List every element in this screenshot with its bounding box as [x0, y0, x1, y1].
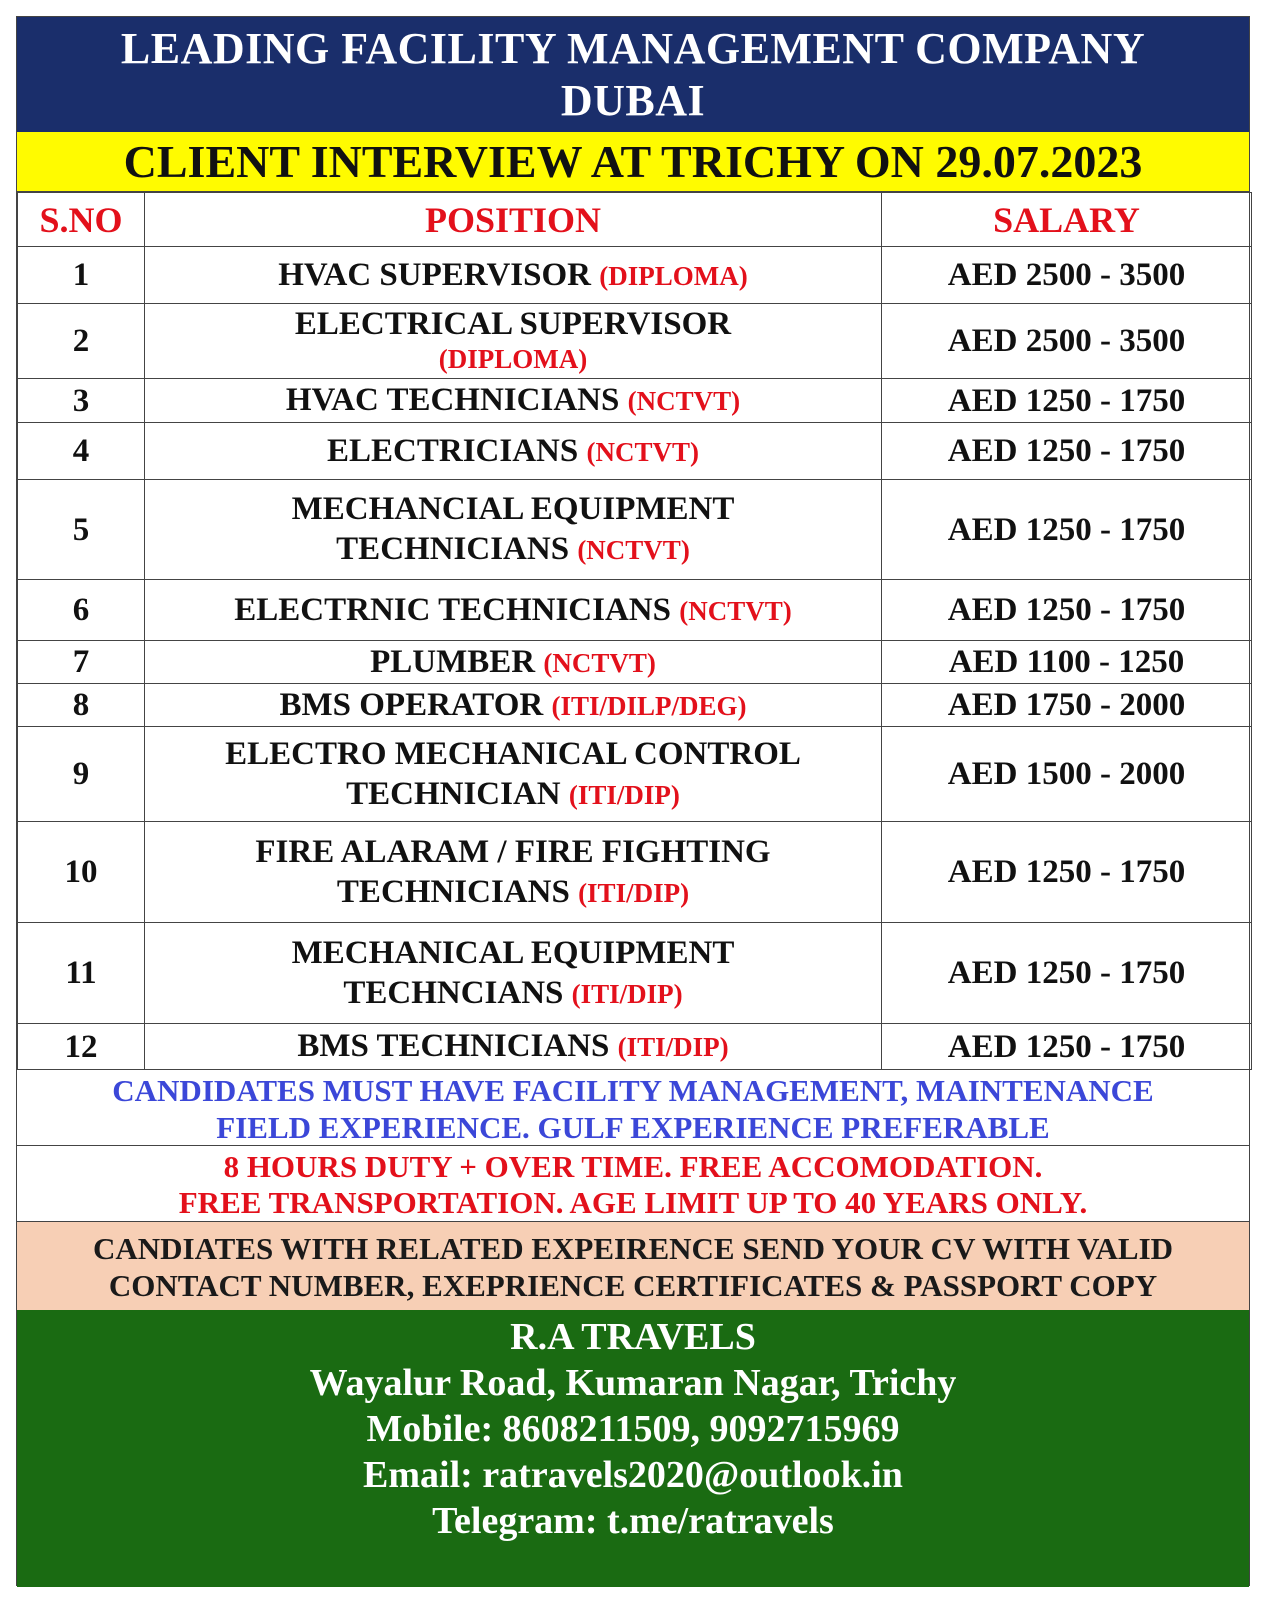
position-title: ELECTRNIC TECHNICIANS — [234, 591, 671, 628]
row-sno: 11 — [18, 923, 145, 1024]
position-qualification: (DIPLOMA) — [438, 343, 588, 374]
row-position — [145, 379, 882, 423]
job-poster — [16, 16, 1250, 1586]
position-title: FIRE ALARAM / FIRE FIGHTING — [255, 833, 771, 870]
cv-line-1: CANDIATES WITH RELATED EXPEIRENCE SEND YOUR CV WITH VALID — [92, 1231, 1174, 1266]
row-salary: AED 1750 - 2000 — [882, 684, 1252, 727]
cv-line-2: CONTACT NUMBER, EXEPRIENCE CERTIFICATES & PASSPORT COPY — [108, 1268, 1158, 1303]
position-qualification: (ITI/DIP) — [617, 1032, 729, 1062]
position-title: MECHANCIAL EQUIPMENT — [291, 491, 735, 527]
row-salary: AED 1250 - 1750 — [882, 1024, 1252, 1070]
row-position — [145, 423, 882, 480]
experience-line-1: CANDIDATES MUST HAVE FACILITY MANAGEMENT, MAINTENANCE — [112, 1073, 1154, 1108]
position-qualification: (NCTVT) — [543, 647, 656, 678]
table-row — [18, 641, 1252, 684]
row-sno: 12 — [18, 1024, 145, 1070]
agency-name: R.A TRAVELS — [510, 1316, 756, 1358]
row-salary: AED 1250 - 1750 — [882, 423, 1252, 480]
row-position — [145, 727, 882, 822]
interview-banner: CLIENT INTERVIEW AT TRICHY ON 29.07.2023 — [17, 132, 1249, 192]
row-sno: 3 — [18, 379, 145, 423]
row-position — [145, 480, 882, 580]
table-header-row — [18, 193, 1252, 247]
position-title: BMS OPERATOR — [279, 686, 544, 723]
contact-footer — [17, 1310, 1249, 1587]
position-title: HVAC SUPERVISOR — [278, 256, 591, 293]
table-row — [18, 304, 1252, 379]
row-sno: 9 — [18, 727, 145, 822]
position-title-cont: TECHNICIANS — [336, 531, 570, 567]
position-qualification: (ITI/DIP) — [571, 978, 683, 1009]
table-row — [18, 1024, 1252, 1070]
cv-instructions — [17, 1222, 1249, 1310]
position-qualification: (NCTVT) — [577, 535, 690, 565]
table-row — [18, 247, 1252, 304]
row-position — [145, 641, 882, 684]
table-row — [18, 727, 1252, 822]
position-qualification: (ITI/DIP) — [568, 779, 680, 810]
header-sno: S.NO — [18, 193, 145, 247]
row-salary: AED 2500 - 3500 — [882, 247, 1252, 304]
row-salary: AED 1250 - 1750 — [882, 580, 1252, 641]
row-salary: AED 2500 - 3500 — [882, 304, 1252, 379]
row-salary: AED 1500 - 2000 — [882, 727, 1252, 822]
position-qualification: (NCTVT) — [586, 436, 699, 467]
row-sno: 1 — [18, 247, 145, 304]
agency-address: Wayalur Road, Kumaran Nagar, Trichy — [309, 1362, 957, 1404]
position-qualification: (NCTVT) — [679, 595, 792, 626]
agency-telegram: Telegram: t.me/ratravels — [432, 1500, 834, 1542]
positions-table — [17, 192, 1252, 1070]
row-sno: 6 — [18, 580, 145, 641]
benefits-line-2: FREE TRANSPORTATION. AGE LIMIT UP TO 40 YEARS ONLY. — [178, 1185, 1088, 1220]
company-banner — [17, 17, 1249, 132]
row-sno: 5 — [18, 480, 145, 580]
position-title: PLUMBER — [370, 643, 536, 680]
header-salary: SALARY — [882, 193, 1252, 247]
table-row — [18, 822, 1252, 923]
position-title: ELECTRO MECHANICAL CONTROL — [225, 735, 801, 772]
row-position — [145, 923, 882, 1024]
header-position: POSITION — [145, 193, 882, 247]
row-salary: AED 1250 - 1750 — [882, 923, 1252, 1024]
benefits-note — [17, 1146, 1249, 1222]
row-sno: 4 — [18, 423, 145, 480]
row-sno: 10 — [18, 822, 145, 923]
row-sno: 7 — [18, 641, 145, 684]
row-salary: AED 1250 - 1750 — [882, 379, 1252, 423]
position-qualification: (DIPLOMA) — [599, 260, 748, 291]
row-position — [145, 247, 882, 304]
position-title-cont: TECHNICIAN — [346, 775, 561, 812]
row-salary: AED 1250 - 1750 — [882, 822, 1252, 923]
table-row — [18, 580, 1252, 641]
table-row — [18, 923, 1252, 1024]
position-qualification: (ITI/DILP/DEG) — [551, 690, 747, 721]
position-title: ELECTRICAL SUPERVISOR — [294, 305, 732, 342]
position-qualification: (ITI/DIP) — [578, 877, 690, 908]
row-position — [145, 580, 882, 641]
row-salary: AED 1250 - 1750 — [882, 480, 1252, 580]
row-sno: 8 — [18, 684, 145, 727]
row-salary: AED 1100 - 1250 — [882, 641, 1252, 684]
agency-email: Email: ratravels2020@outlook.in — [363, 1454, 903, 1496]
row-position — [145, 1024, 882, 1070]
table-row — [18, 684, 1252, 727]
position-title: HVAC TECHNICIANS — [285, 382, 620, 418]
table-row — [18, 480, 1252, 580]
position-title: BMS TECHNICIANS — [297, 1028, 610, 1064]
company-city: DUBAI — [560, 76, 706, 125]
experience-line-2: FIELD EXPERIENCE. GULF EXPERIENCE PREFERABLE — [216, 1110, 1050, 1145]
position-title-cont: TECHNCIANS — [343, 974, 564, 1011]
position-title: ELECTRICIANS — [327, 432, 579, 469]
company-title: LEADING FACILITY MANAGEMENT COMPANY — [120, 24, 1146, 73]
row-position — [145, 822, 882, 923]
agency-mobile: Mobile: 8608211509, 9092715969 — [366, 1408, 900, 1450]
table-row — [18, 379, 1252, 423]
position-title: MECHANICAL EQUIPMENT — [291, 934, 735, 971]
table-row — [18, 423, 1252, 480]
position-qualification: (NCTVT) — [627, 386, 741, 416]
position-title-cont: TECHNICIANS — [336, 873, 570, 910]
row-sno: 2 — [18, 304, 145, 379]
benefits-line-1: 8 HOURS DUTY + OVER TIME. FREE ACCOMODATION. — [223, 1149, 1043, 1184]
row-position — [145, 684, 882, 727]
row-position — [145, 304, 882, 379]
experience-note — [17, 1069, 1249, 1146]
